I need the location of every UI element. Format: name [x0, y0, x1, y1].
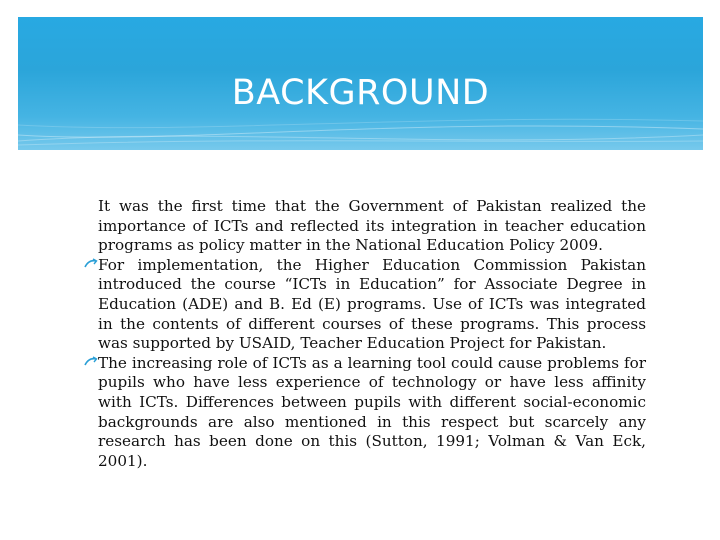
bullet-text: It was the first time that the Government of Pakistan realized the importance of ICTs and reflected its integration in teacher education programs as policy matter in the National Education Policy 2009. [98, 197, 646, 255]
bullet-text: For implementation, the Higher Education Commission Pakistan introduced the course “ICTs in Education” for Associate Degree in Education (ADE) and B. Ed (E) programs. Use of ICTs was integrated in the contents of different courses of these programs. This process was supported by USAID, Teacher Education Project for Pakistan. [98, 255, 646, 353]
slide-title: BACKGROUND [231, 73, 490, 113]
bullet-text: The increasing role of ICTs as a learning tool could cause problems for pupils who have less experience of technology or have less affinity with ICTs. Differences between pupils with different social-economic backgrounds are also mentioned in this respect but scarcely any research has been done on this (Sutton, 1991; Volman & Van Eck, 2001). [98, 353, 646, 470]
title-banner [18, 17, 703, 150]
dot-bullet-icon [0, 197, 34, 217]
arrow-bullet-icon [28, 256, 98, 276]
arrow-bullet-icon [28, 354, 98, 374]
bullet-item [28, 256, 646, 354]
bullet-item [28, 197, 646, 256]
bullet-list [28, 197, 646, 471]
bullet-item [28, 354, 646, 472]
